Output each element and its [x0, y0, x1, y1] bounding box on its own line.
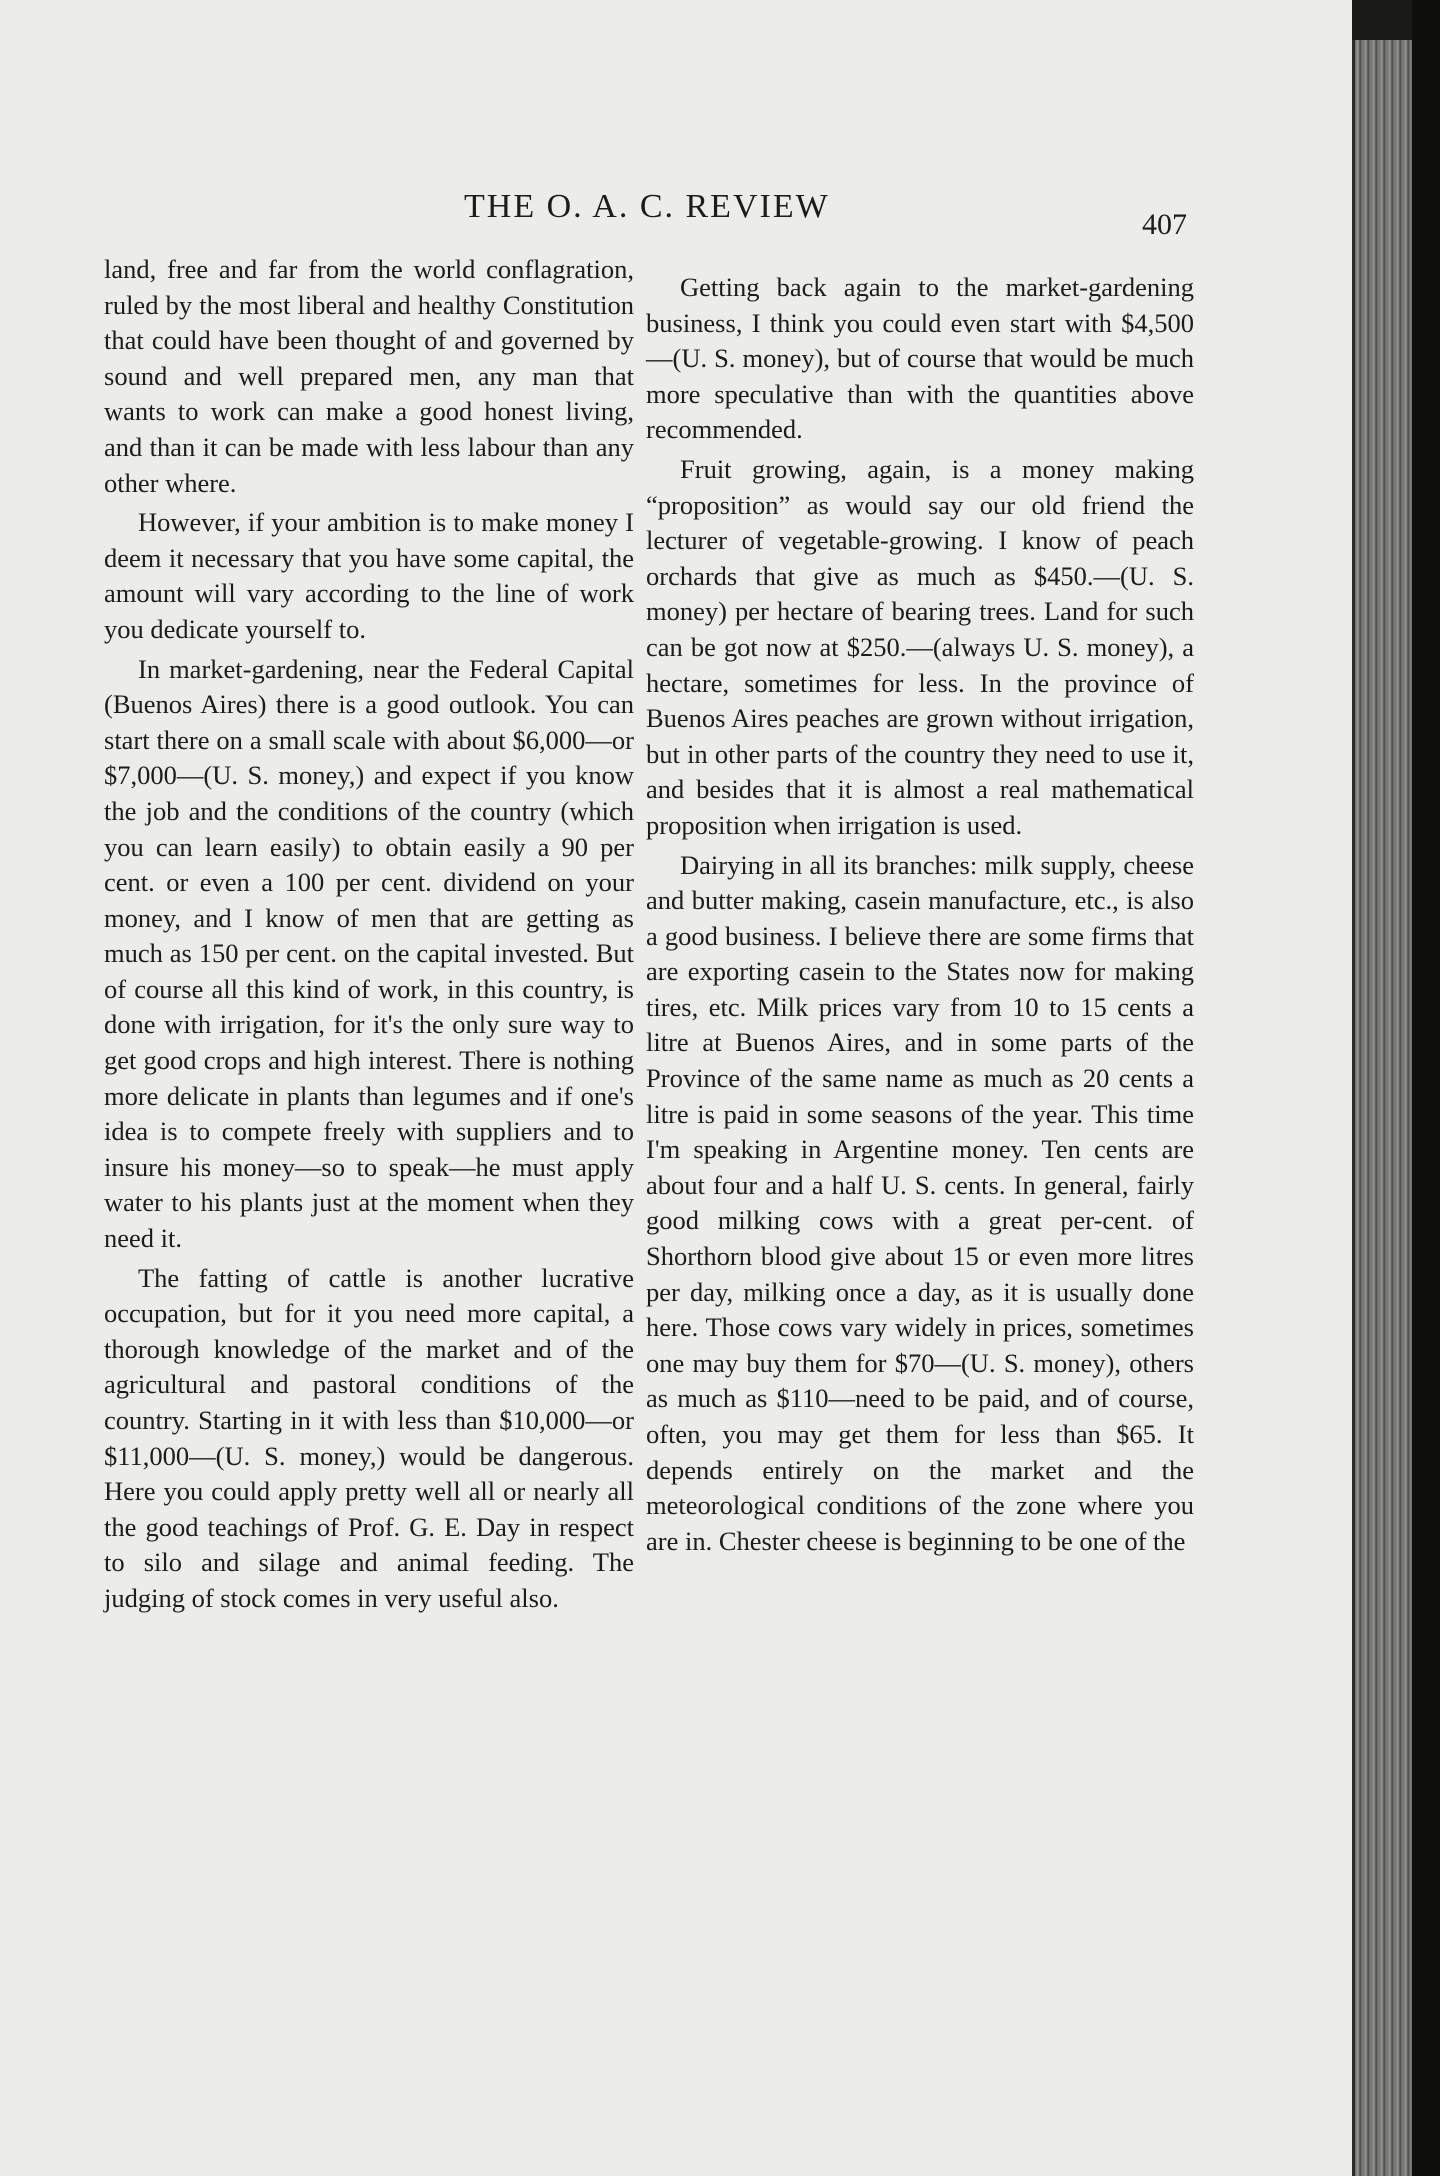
page-number: 407: [1142, 208, 1187, 241]
running-head: THE O. A. C. REVIEW: [464, 188, 830, 225]
paragraph: Fruit growing, again, is a money making “proposition” as would say our old friend the lecturer of vegetable-growing. I know of peach orchards that give as much as $450.—(U. S. money) per hectare of bearing trees. Land for such can be got now at $250.—(always U. S. money), a hectare, sometimes for less. In the province of Buenos Aires peaches are grown without irrigation, but in other parts of the country they need to use it, and besides that it is almost a real mathematical proposition when irrigation is used.: [646, 453, 1194, 840]
left-column: [104, 252, 634, 1617]
paragraph: The fatting of cattle is another lucrative occupation, but for it you need more capital, a thorough knowledge of the market and of the agricultural and pastoral conditions of the country. Starting in it with less than $10,000—or $11,000—(U. S. money,) would be dangerous. Here you could apply pretty well all or nearly all the good teachings of Prof. G. E. Day in respect to silo and silage and animal feeding. The judging of stock comes in very useful also.: [104, 1262, 634, 1613]
paragraph: In market-gardening, near the Federal Capital (Buenos Aires) there is a good outlook. You can start there on a small scale with about $6,000—or $7,000—(U. S. money,) and expect if you know the job and the conditions of the country (which you can learn easily) to obtain easily a 90 per cent. or even a 100 per cent. dividend on your money, and I know of men that are getting as much as 150 per cent. on the capital invested. But of course all this kind of work, in this country, is done with irrigation, for it's the only sure way to get good crops and high interest. There is nothing more delicate in plants than legumes and if one's idea is to compete freely with suppliers and to insure his money—so to speak—he must apply water to his plants just at the moment when they need it.: [104, 653, 634, 1254]
book-spine-shadow: [1412, 0, 1440, 2176]
paragraph: Getting back again to the market-gardening business, I think you could even start with $4,500—(U. S. money), but of course that would be much more speculative than with the quantities above recommended.: [646, 272, 1194, 445]
paragraph: However, if your ambition is to make money I deem it necessary that you have some capital, the amount will vary according to the line of work you dedicate yourself to.: [104, 507, 634, 644]
page-header: [100, 188, 1200, 241]
right-column: [646, 270, 1194, 1559]
book-page-edges: [1352, 40, 1415, 2176]
paragraph: land, free and far from the world conflagration, ruled by the most liberal and healthy Constitution that could have been thought of and governed by sound and well prepared men, any man that wants to work can make a good honest living, and than it can be made with less labour than any other where.: [104, 254, 634, 498]
paragraph: Dairying in all its branches: milk supply, cheese and butter making, casein manufacture, etc., is also a good business. I believe there are some firms that are exporting casein to the States now for making tires, etc. Milk prices vary from 10 to 15 cents a litre at Buenos Aires, and in some parts of the Province of the same name as much as 20 cents a litre is paid in some seasons of the year. This time I'm speaking in Argentine money. Ten cents are about four and a half U. S. cents. In general, fairly good milking cows with a great per-cent. of Shorthorn blood give about 15 or even more litres per day, milking once a day, as it is usually done here. Those cows vary widely in prices, sometimes one may buy them for $70—(U. S. money), others as much as $110—need to be paid, and of course, often, you may get them for less than $65. It depends entirely on the market and the meteorological conditions of the zone where you are in. Chester cheese is beginning to be one of the: [646, 849, 1194, 1556]
